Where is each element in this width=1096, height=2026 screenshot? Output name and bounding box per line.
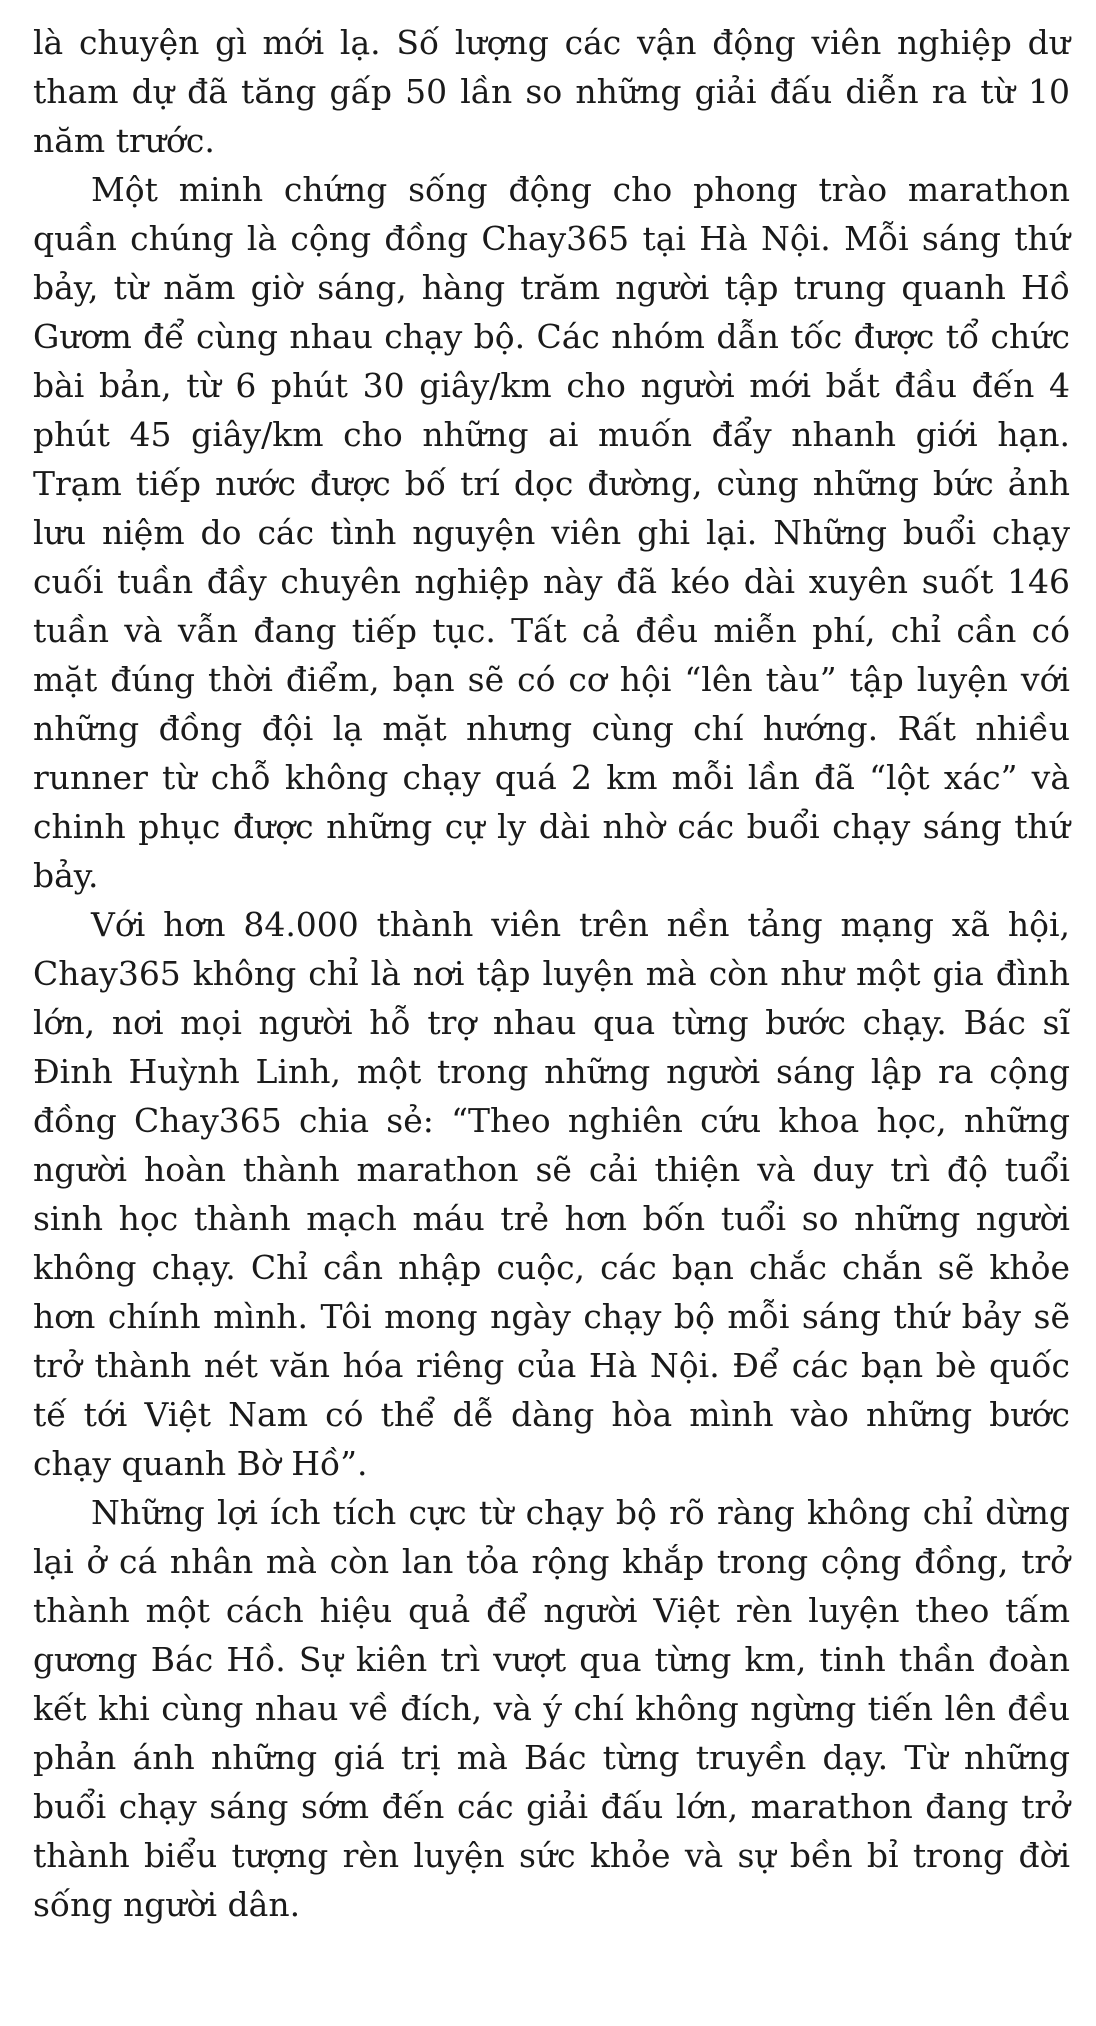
article-body [33,18,1070,1929]
paragraph-chay365-community: Một minh chứng sống động cho phong trào marathon quần chúng là cộng đồng Chay365 tại Hà Nội. Mỗi sáng thứ bảy, từ năm giờ sáng, hàng trăm người tập trung quanh Hồ Gươm để cùng nhau chạy bộ. Các nhóm dẫn tốc được tổ chức bài bản, từ 6 phút 30 giây/km cho người mới bắt đầu đến 4 phút 45 giây/km cho những ai muốn đẩy nhanh giới hạn. Trạm tiếp nước được bố trí dọc đường, cùng những bức ảnh lưu niệm do các tình nguyện viên ghi lại. Những buổi chạy cuối tuần đầy chuyên nghiệp này đã kéo dài xuyên suốt 146 tuần và vẫn đang tiếp tục. Tất cả đều miễn phí, chỉ cần có mặt đúng thời điểm, bạn sẽ có cơ hội “lên tàu” tập luyện với những đồng đội lạ mặt nhưng cùng chí hướng. Rất nhiều runner từ chỗ không chạy quá 2 km mỗi lần đã “lột xác” và chinh phục được những cự ly dài nhờ các buổi chạy sáng thứ bảy. [33,170,1070,895]
paragraph-continuation: là chuyện gì mới lạ. Số lượng các vận động viên nghiệp dư tham dự đã tăng gấp 50 lần so những giải đấu diễn ra từ 10 năm trước. [33,23,1070,160]
paragraph-members-quote: Với hơn 84.000 thành viên trên nền tảng mạng xã hội, Chay365 không chỉ là nơi tập luyện mà còn như một gia đình lớn, nơi mọi người hỗ trợ nhau qua từng bước chạy. Bác sĩ Đinh Huỳnh Linh, một trong những người sáng lập ra cộng đồng Chay365 chia sẻ: “Theo nghiên cứu khoa học, những người hoàn thành marathon sẽ cải thiện và duy trì độ tuổi sinh học thành mạch máu trẻ hơn bốn tuổi so những người không chạy. Chỉ cần nhập cuộc, các bạn chắc chắn sẽ khỏe hơn chính mình. Tôi mong ngày chạy bộ mỗi sáng thứ bảy sẽ trở thành nét văn hóa riêng của Hà Nội. Để các bạn bè quốc tế tới Việt Nam có thể dễ dàng hòa mình vào những bước chạy quanh Bờ Hồ”. [33,905,1070,1483]
paragraph-conclusion: Những lợi ích tích cực từ chạy bộ rõ ràng không chỉ dừng lại ở cá nhân mà còn lan tỏa rộng khắp trong cộng đồng, trở thành một cách hiệu quả để người Việt rèn luyện theo tấm gương Bác Hồ. Sự kiên trì vượt qua từng km, tinh thần đoàn kết khi cùng nhau về đích, và ý chí không ngừng tiến lên đều phản ánh những giá trị mà Bác từng truyền dạy. Từ những buổi chạy sáng sớm đến các giải đấu lớn, marathon đang trở thành biểu tượng rèn luyện sức khỏe và sự bền bỉ trong đời sống người dân. [33,1493,1070,1924]
